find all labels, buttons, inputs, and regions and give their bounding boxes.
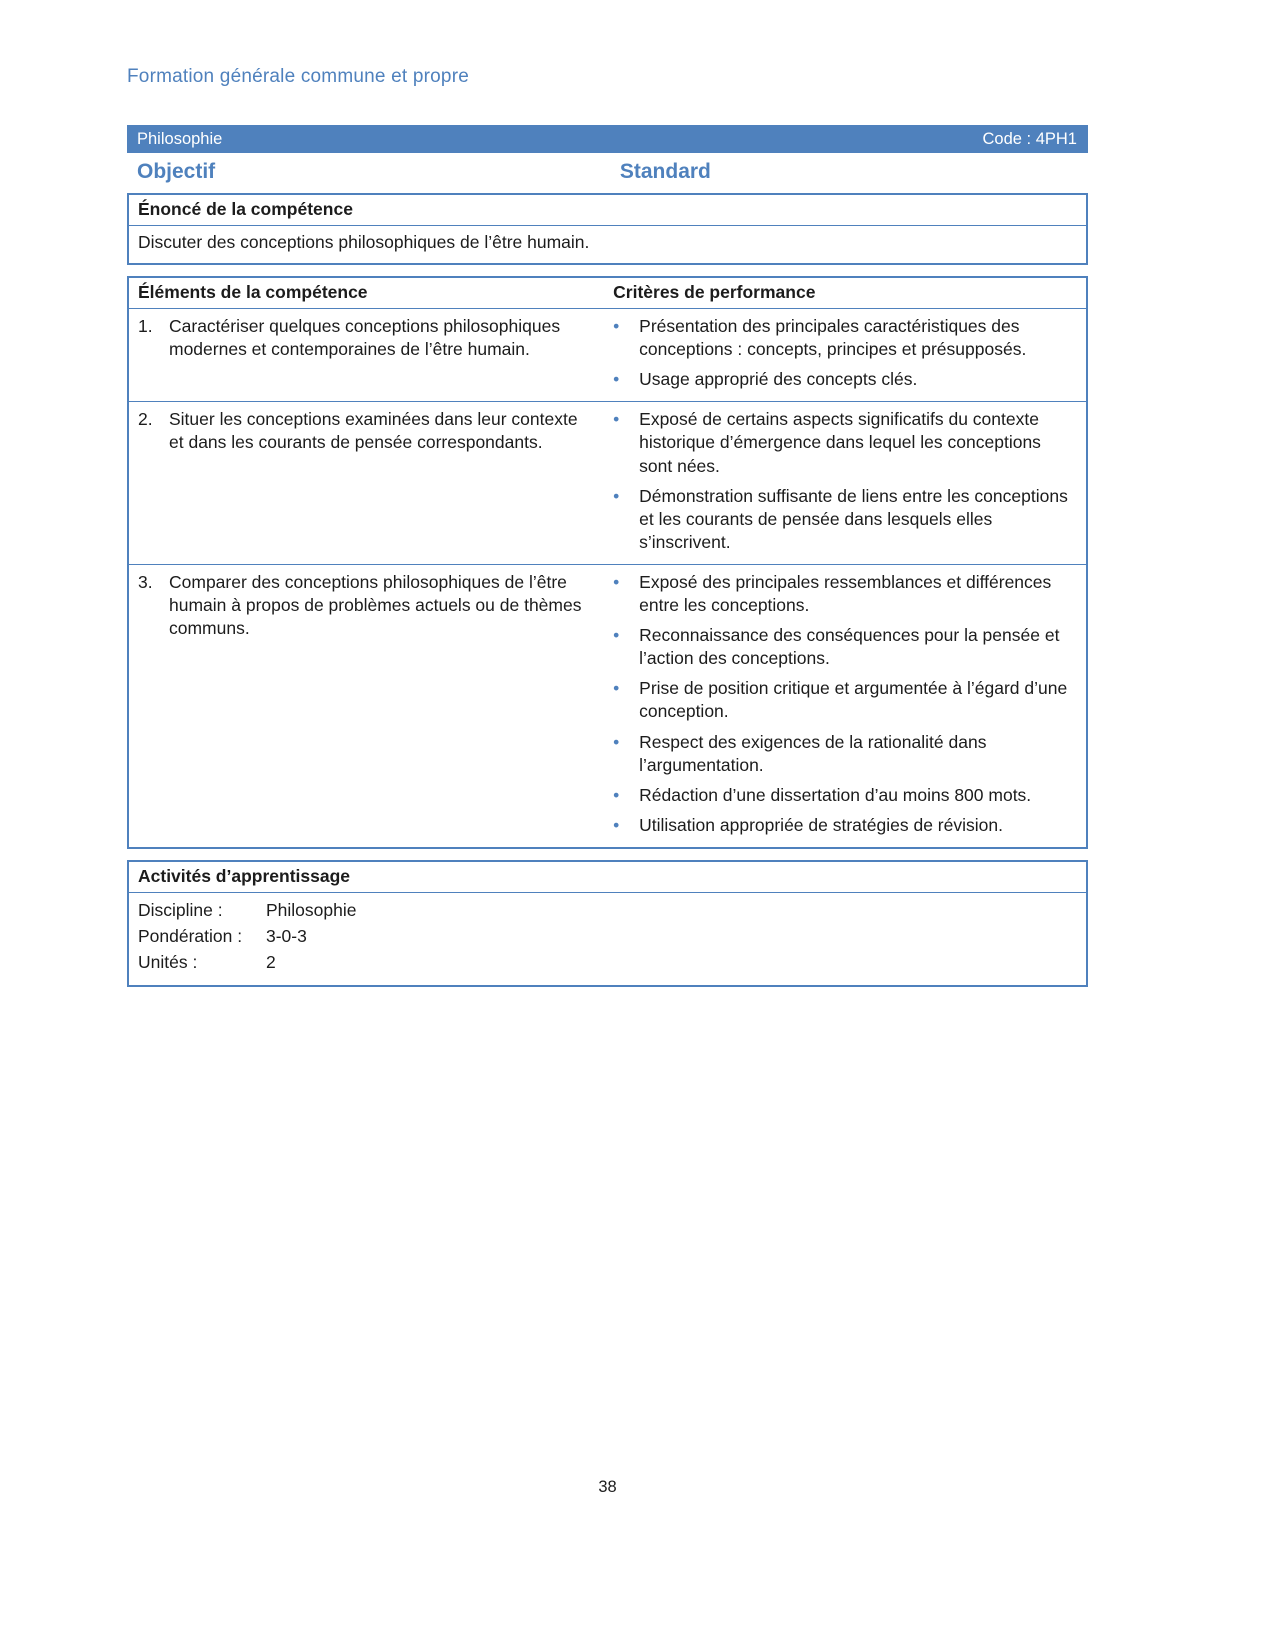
activites-title: Activités d’apprentissage	[129, 862, 1086, 893]
subject-header-bar	[127, 125, 1088, 153]
element-text: Caractériser quelques conceptions philosophiques modernes et contemporaines de l’être humain.	[169, 316, 561, 360]
criteria-text: Reconnaissance des conséquences pour la pensée et l’action des conceptions.	[639, 625, 1060, 669]
bullet-icon: •	[613, 316, 620, 337]
page-number: 38	[598, 1478, 617, 1496]
element-text: Comparer des conceptions philosophiques de l’être humain à propos de problèmes actuels ou de thèmes communs.	[169, 571, 582, 639]
criteria-text: Exposé des principales ressemblances et différences entre les conceptions.	[639, 571, 1052, 616]
bullet-icon: •	[613, 485, 620, 506]
criteria-text: Respect des exigences de la rationalité dans l’argumentation.	[639, 731, 987, 775]
criteria-item	[613, 814, 1072, 837]
element-number: 3.	[138, 571, 153, 592]
activites-detail-row	[138, 897, 1077, 923]
element-item	[138, 408, 583, 454]
element-item	[138, 315, 583, 361]
criteria-text: Rédaction d’une dissertation d’au moins 800 mots.	[639, 784, 1032, 805]
bullet-icon: •	[613, 814, 620, 835]
enonce-text: Discuter des conceptions philosophiques de l’être humain.	[138, 232, 590, 252]
element-number: 2.	[138, 409, 153, 430]
activites-detail-row	[138, 949, 1077, 975]
objectif-title: Objectif	[137, 160, 216, 183]
activites-detail-row	[138, 923, 1077, 949]
bullet-icon: •	[613, 678, 620, 699]
activites-box	[127, 860, 1088, 987]
detail-value: 3-0-3	[266, 926, 307, 947]
table-row	[129, 565, 1086, 847]
document-page	[127, 0, 1088, 998]
criteres-header: Critères de performance	[613, 282, 816, 303]
criteria-item	[613, 624, 1072, 670]
detail-label: Discipline :	[138, 899, 223, 920]
subject-title: Philosophie	[137, 129, 223, 148]
criteria-text: Prise de position critique et argumentée à l’égard d’une conception.	[639, 678, 1068, 722]
bullet-icon: •	[613, 731, 620, 752]
bullet-icon: •	[613, 625, 620, 646]
competence-table	[127, 276, 1088, 849]
detail-label: Pondération :	[138, 926, 243, 947]
element-number: 1.	[138, 316, 153, 337]
element-text: Situer les conceptions examinées dans leur contexte et dans les courants de pensée correspondants.	[169, 409, 578, 453]
detail-value: Philosophie	[266, 899, 357, 920]
competence-table-header	[129, 278, 1086, 309]
criteria-item	[613, 677, 1072, 723]
criteria-item	[613, 731, 1072, 777]
criteria-item	[613, 571, 1072, 617]
standard-title: Standard	[619, 160, 711, 183]
course-code: Code : 4PH1	[982, 129, 1077, 148]
enonce-title: Énoncé de la compétence	[129, 195, 1086, 226]
bullet-icon: •	[613, 784, 620, 805]
criteria-text: Utilisation appropriée de stratégies de révision.	[639, 814, 1003, 835]
elements-header: Éléments de la compétence	[138, 282, 368, 303]
detail-value: 2	[266, 952, 276, 973]
bullet-icon: •	[613, 369, 620, 390]
criteria-item	[613, 368, 1072, 391]
criteria-item	[613, 408, 1072, 477]
enonce-box	[127, 193, 1088, 265]
criteria-item	[613, 485, 1072, 554]
table-row	[129, 309, 1086, 402]
criteria-text: Présentation des principales caractéristiques des conceptions : concepts, principes et présupposés.	[639, 316, 1027, 360]
criteria-item	[613, 784, 1072, 807]
column-titles-row	[127, 160, 1088, 184]
criteria-text: Exposé de certains aspects significatifs du contexte historique d’émergence dans lequel les conceptions sont nées.	[639, 409, 1041, 476]
element-item	[138, 571, 583, 640]
criteria-text: Usage approprié des concepts clés.	[639, 369, 918, 390]
table-row	[129, 402, 1086, 565]
criteria-item	[613, 315, 1072, 361]
criteria-text: Démonstration suffisante de liens entre les conceptions et les courants de pensée dans lesquels elles s’inscrivent.	[639, 485, 1068, 552]
detail-label: Unités :	[138, 952, 198, 973]
breadcrumb: Formation générale commune et propre	[127, 66, 469, 87]
bullet-icon: •	[613, 571, 620, 592]
bullet-icon: •	[613, 409, 620, 430]
